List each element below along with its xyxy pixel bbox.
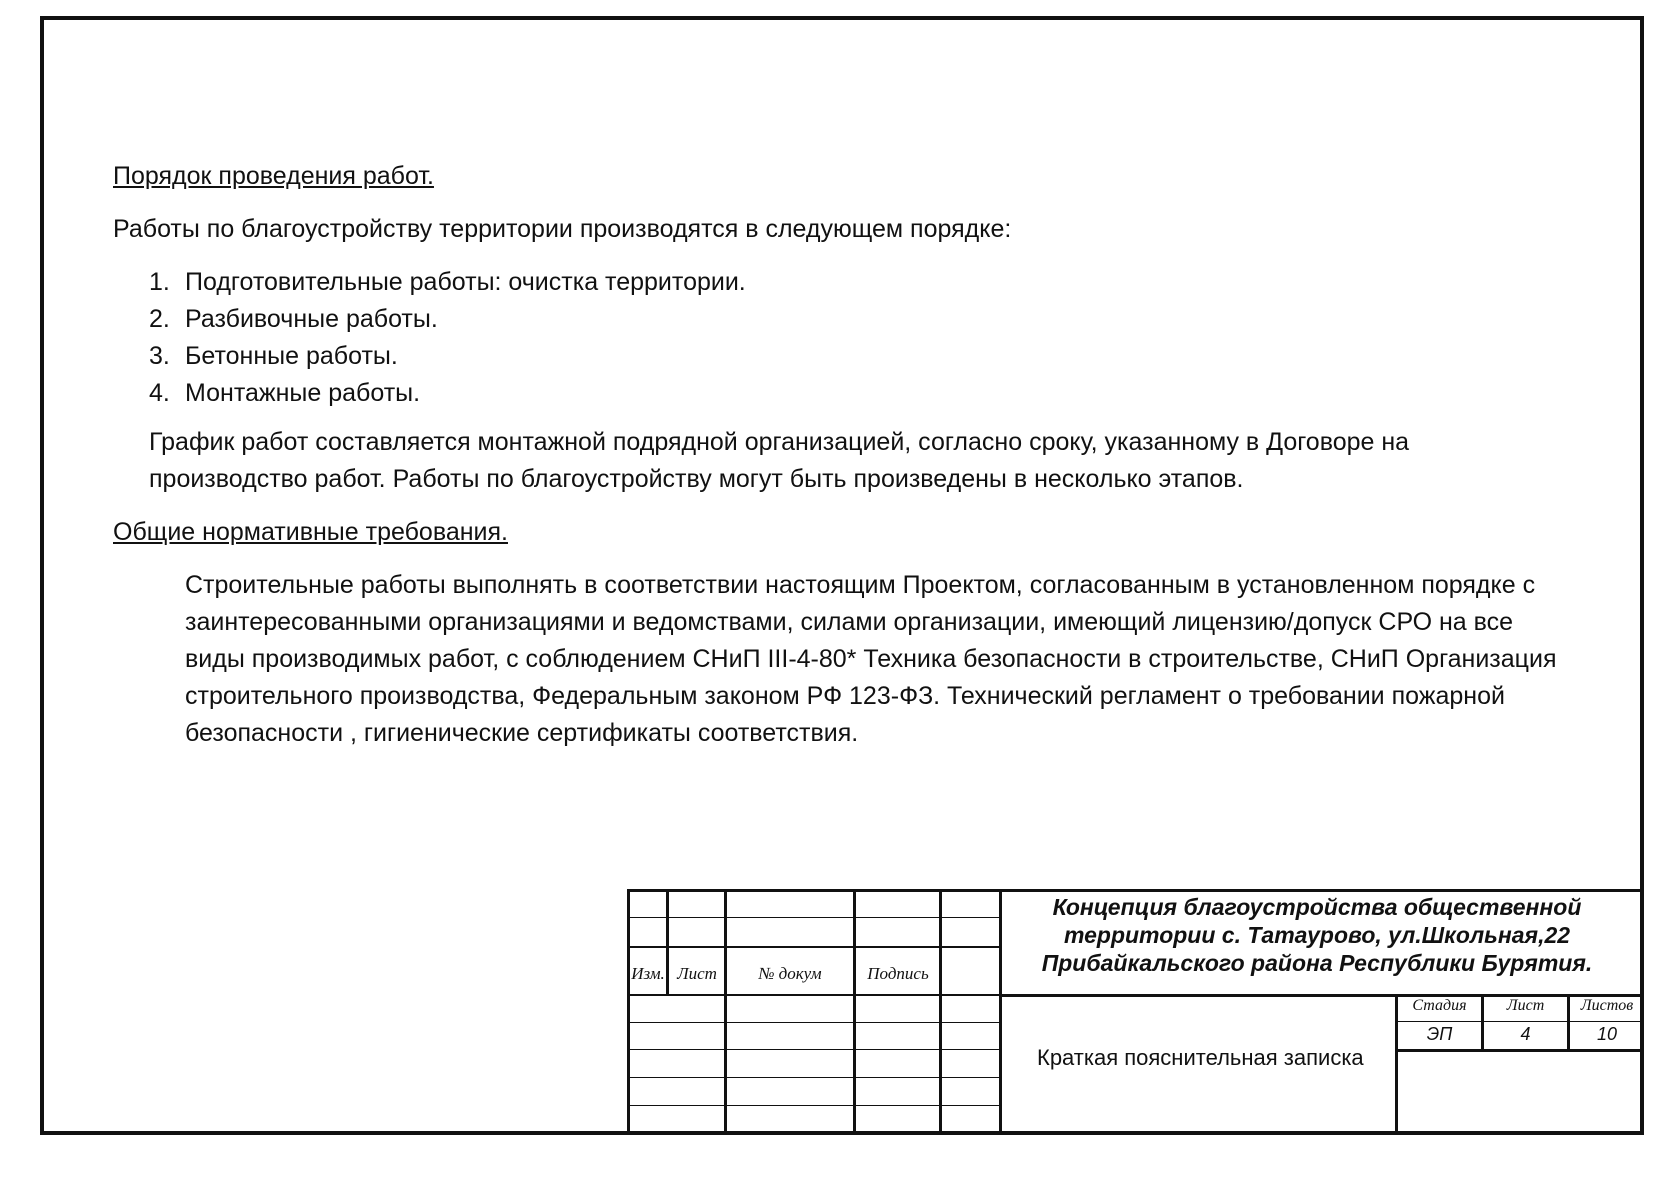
- document-name: Краткая пояснительная записка: [1037, 1045, 1364, 1070]
- value-stage: ЭП: [1426, 1024, 1453, 1044]
- title-block-stamp: [627, 889, 1644, 1135]
- label-izm: Изм.: [631, 964, 665, 983]
- label-sheets: Листов: [1580, 997, 1634, 1014]
- list-item: 1. Подготовительные работы: очистка территории.: [149, 268, 746, 296]
- value-sheet: 4: [1520, 1024, 1531, 1044]
- section-heading-work-order: Порядок проведения работ.: [113, 162, 434, 190]
- explanatory-note-body: [113, 158, 1593, 752]
- value-sheets: 10: [1596, 1024, 1618, 1044]
- label-doc-num: № докум: [758, 964, 822, 983]
- schedule-paragraph: График работ составляется монтажной подрядной организацией, согласно сроку, указанному в Договоре на производство работ. Работы по благоустройству могут быть произведены в несколько этапов.: [149, 428, 1410, 493]
- label-list: Лист: [677, 964, 717, 983]
- label-stage: Стадия: [1412, 997, 1467, 1014]
- label-signature: Подпись: [867, 964, 929, 983]
- section-heading-norms: Общие нормативные требования.: [113, 518, 508, 546]
- list-item: 2. Разбивочные работы.: [149, 305, 438, 333]
- work-order-intro: Работы по благоустройству территории производятся в следующем порядке:: [113, 215, 1012, 243]
- list-item: 4. Монтажные работы.: [149, 379, 421, 407]
- norms-paragraph: Строительные работы выполнять в соответствии настоящим Проектом, согласованным в установленном порядке с заинтересованными организациями и ведомствами, силами организации, имеющий лицензию/допуск СРО на все виды производимых работ, с соблюдением СНиП III-4-80* Техника безопасности в строительстве, СНиП Организация строительного производства, Федеральным законом РФ 123-ФЗ. Технический регламент о требовании пожарной безопасности , гигиенические сертификаты соответствия.: [185, 571, 1557, 747]
- list-item: 3. Бетонные работы.: [149, 342, 398, 370]
- work-steps-list: [113, 264, 1593, 412]
- label-sheet: Лист: [1506, 997, 1545, 1014]
- project-title: Концепция благоустройства общественной территории с. Татаурово, ул.Школьная,22 Прибайкальского района Республики Бурятия.: [1041, 894, 1593, 976]
